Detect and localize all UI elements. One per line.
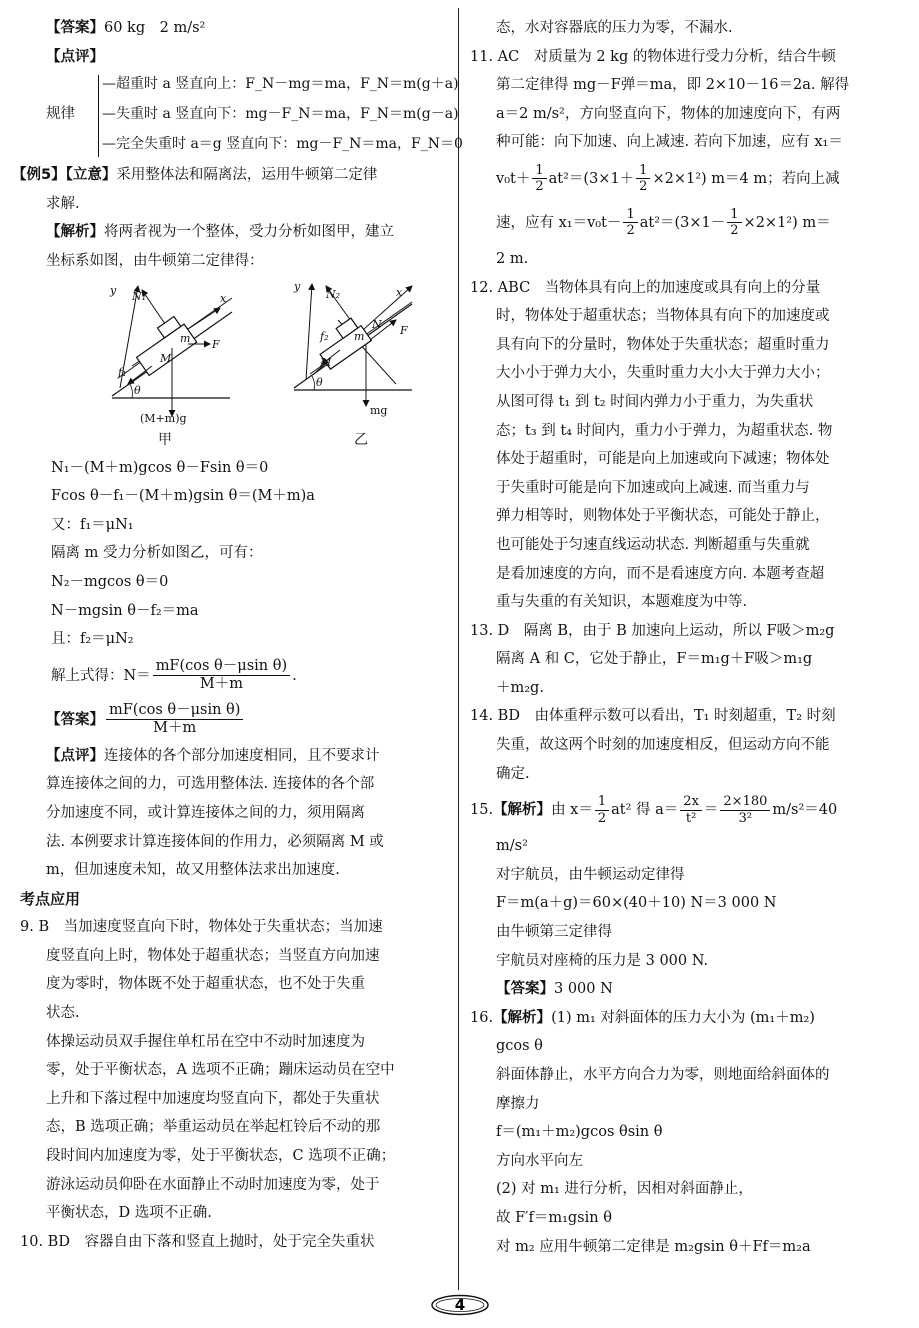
frac-num: 2×180 [720,794,770,811]
frac-den: 2 [730,223,739,239]
page-number-oval [430,1294,490,1316]
fig-b-f2-label: f₂ [320,329,329,343]
q11-half-fraction-3 [623,207,637,239]
equation-2: Fcos θ－f₁－(M＋m)gsin θ＝(M＋m)a [51,488,315,505]
q12-line11: 是看加速度的方向，而不是看速度方向. 本题考查超 [496,565,825,582]
q9-line11: 平衡状态，D 选项不正确. [46,1205,212,1222]
column-divider [458,8,459,1290]
force-diagram-svg [20,276,448,454]
frac-num: 1 [636,163,650,180]
q16-text: (1) m₁ 对斜面体的压力大小为 (m₁＋m₂) [551,1009,815,1026]
q15-fraction-2x [680,794,702,826]
review2-line1 [20,742,448,771]
fig-b-M-label: M [320,355,332,369]
figure-a [109,284,232,448]
q14-line2: 失重，故这两个时刻的加速度相反，但运动方向不能 [496,737,830,754]
q9-line7: 上升和下落过程中加速度均竖直向下，都处于失重状 [46,1090,380,1107]
q11-l6-part3: ×2×1²) m＝ [743,214,831,231]
q16-line8: 故 F′f＝m₁gsin θ [496,1209,612,1226]
q10-line2: 态，水对容器底的压力为零，不漏水. [496,20,733,36]
fig-b-F-label: F [400,323,408,337]
equation-3: 又：f₁＝μN₁ [51,516,134,533]
fig-a-theta-label: θ [134,383,141,397]
force-diagrams [20,276,448,454]
fig-b-x-label: x [396,285,403,299]
q12-line7: 体处于超重时，可能是向上加速或向下减速；物体处 [496,451,830,468]
answer-tag: 【答案】 [46,20,104,36]
q13-line3: ＋m₂g. [496,679,544,696]
q9-line5: 体操运动员双手握住单杠吊在空中不动时加速度为 [46,1033,365,1050]
fig-a-y-label: y [110,283,117,297]
solve-fraction [153,658,290,694]
q16-line9: 对 m₂ 应用牛顿第二定律是 m₂gsin θ＋Ff＝m₂a [496,1238,811,1255]
answer2-tag: 【答案】 [46,711,104,728]
review-tag: 【点评】 [46,48,104,65]
page-number: 4 [454,1296,466,1314]
q15-line6: 宇航员对座椅的压力是 3 000 N. [496,952,709,969]
q14-line3: 确定. [496,765,530,782]
q15-half-fraction [595,794,609,826]
q12-line3: 具有向下的分量时，物体处于失重状态；超重时重力 [496,336,830,353]
analysis-line1 [20,218,448,247]
review2-line4: 法. 本例要求计算连接体间的作用力，必须隔离 M 或 [46,833,384,850]
q11-l5-part1: v₀t＋ [496,170,531,187]
q15-mid: at² 得 a＝ [611,802,679,819]
solve-suffix: . [292,667,297,684]
example5-text: 采用整体法和隔离法，运用牛顿第二定律 [116,167,378,184]
equation-4: 隔离 m 受力分析如图乙，可有： [51,545,263,562]
q16-number: 16. [470,1009,494,1026]
q9-line2: 度竖直向上时，物体处于超重状态；当竖直方向加速 [46,947,380,964]
q16-line5: f＝(m₁＋m₂)gcos θsin θ [496,1124,663,1141]
frac-den: 2 [639,179,648,195]
equation-7: 且：f₂＝μN₂ [51,631,134,648]
review2-line3: 分加速度不同，或计算连接体之间的力，须用隔离 [46,804,365,821]
frac-den: 2 [597,810,607,826]
fig-a-gravity-label: (M+m)g [140,411,187,425]
q15-answer-tag: 【答案】 [496,981,554,998]
q15-answer [470,975,902,1004]
q15-line4: F＝m(a＋g)＝60×(40＋10) N＝3 000 N [496,895,777,912]
q11-l5-part2: at²＝(3×1＋ [548,170,635,187]
fig-b-n2-label: N₂ [326,287,341,301]
q12-line6: 态；t₃ 到 t₄ 时间内，重力小于弹力，为超重状态. 物 [496,422,833,439]
frac-den: 2 [626,223,635,239]
q12-line12: 重与失重的有关知识，本题难度为中等. [496,594,748,611]
q16-line3: 斜面体静止，水平方向合力为零，则地面给斜面体的 [496,1067,830,1083]
q11-line7: 2 m. [496,250,529,267]
answer2-line [20,698,448,742]
review2-line2: 算连接体之间的力，可选用整体法. 连接体的各个部 [46,776,375,793]
equation-5: N₂－mgcos θ＝0 [51,573,169,590]
analysis-tag: 【解析】 [46,224,104,241]
example5-tag: 【例5】【立意】 [12,167,117,184]
answer2-fraction [106,702,243,738]
q15-answer-text: 3 000 N [554,981,613,998]
q16-line1 [470,1004,902,1033]
equation-1: N₁－(M＋m)gcos θ－Fsin θ＝0 [51,459,269,476]
q11-line1: 11. AC 对质量为 2 kg 的物体进行受力分析，结合牛顿 [470,48,836,65]
review2-tag: 【点评】 [46,747,104,764]
q13-line1: 13. D 隔离 B，由于 B 加速向上运动，所以 F吸＞m₂g [470,622,835,639]
analysis-text: 将两者视为一个整体，受力分析如图甲，建立 [104,224,394,241]
q15-line2: m/s² [496,838,528,855]
q15-line1: 15.【解析】由 x＝ $\frac{1}{2}$ at² 得 a＝ $\frac{2x}{\text{t²}}$ ＝ $\frac{2\times 180}{\text{3²}}$ m/s²＝40 [470,794,838,826]
fig-a-caption: 甲 [158,431,172,448]
answer2-numerator: mF(cos θ－μsin θ) [106,702,243,720]
q15-line3: 对宇航员，由牛顿运动定律得 [496,866,685,883]
q9-line1: 9. B 当加速度竖直向下时，物体处于失重状态；当加速 [20,919,383,936]
frac-den: t² [685,810,697,826]
q16-line7: (2) 对 m₁ 进行分析，因相对斜面静止， [496,1181,753,1198]
law-label: 规律 [46,106,75,123]
example5-line2: 求解. [46,195,80,212]
section-heading: 考点应用 [20,889,81,908]
q15-post: m/s²＝40 [772,802,838,819]
fig-a-M-label: M [160,351,172,365]
q13-line2: 隔离 A 和 C，它处于静止，F＝m₁g＋F吸＞m₁g [496,651,813,668]
q15-line5: 由牛顿第三定律得 [496,924,612,941]
q12-line4: 大小小于弹力大小，失重时重力大小大于弹力大小； [496,365,830,382]
q15-tag: 【解析】 [493,802,552,819]
q11-line5 [470,157,902,201]
q9-line4: 状态. [46,1005,80,1022]
fig-a-f1-label: f₁ [118,365,127,379]
frac-num: 1 [623,207,637,224]
q16-line4: 摩擦力 [496,1095,540,1112]
q11-l6-part1: 速，应有 x₁＝v₀t－ [496,214,622,231]
frac-num: 1 [595,794,609,811]
fig-b-theta-label: θ [316,375,323,389]
q9-line3: 度为零时，物体既不处于超重状态，也不处于失重 [46,976,365,993]
law-row-weightless: —完全失重时 a＝g 竖直向下：mg－F_N＝ma，F_N＝0 [102,136,463,153]
fig-a-n1-label: N₁ [132,289,147,303]
fig-b-gravity-label: mg [370,403,388,417]
answer2-denominator: M＋m [153,720,197,737]
q16-line6: 方向水平向左 [496,1152,583,1169]
example5-line1 [12,161,448,190]
frac-den: 2 [535,179,544,195]
fig-a-x-label: x [220,291,227,305]
right-column [470,14,902,1261]
q11-half-fraction-2 [636,163,650,195]
frac-num: 2x [680,794,702,811]
figure-b [293,280,412,448]
solve-denominator: M＋m [199,676,243,693]
left-column [12,14,463,1256]
q10-line1: 10. BD 容器自由下落和竖直上抛时，处于完全失重状 [20,1233,375,1250]
q9-line10: 游泳运动员仰卧在水面静止不动时加速度为零，处于 [46,1176,380,1193]
q14-line1: 14. BD 由体重秤示数可以看出，T₁ 时刻超重，T₂ 时刻 [470,708,836,725]
q11-l5-part3: ×2×1²) m＝4 m；若向上减 [652,170,840,187]
law-row-overweight: —超重时 a 竖直向上：F_N－mg＝ma，F_N＝m(g＋a) [102,76,459,93]
q11-line4: 种可能：向下加速、向上减速. 若向下加速，应有 x₁＝ [496,134,843,151]
fig-a-F-label: F [212,337,220,351]
fig-a-m-label: m [180,331,191,345]
q11-l6-part2: at²＝(3×1－ [639,214,726,231]
law-brace [98,75,99,157]
review-heading [20,43,448,72]
q9-line6: 零，处于平衡状态，A 选项不正确；蹦床运动员在空中 [46,1062,395,1079]
q9-line9: 段时间内加速度为零，处于平衡状态，C 选项不正确； [46,1148,396,1165]
equation-6: N－mgsin θ－f₂＝ma [51,602,199,619]
solve-prefix: 解上式得：N＝ [51,667,151,684]
fig-b-N-label: N [372,317,382,331]
fig-b-m-label: m [354,329,365,343]
q15-pre: 由 x＝ [551,802,593,819]
q11-half-fraction-1 [532,163,546,195]
page-number-badge [430,1294,490,1316]
review2-line5: m，但加速度未知，故又用整体法求出加速度. [46,862,340,879]
q12-line1: 12. ABC 当物体具有向上的加速度或具有向上的分量 [470,279,821,296]
q16-line2: gcos θ [496,1038,543,1055]
q9-line8: 态，B 选项正确；举重运动员在举起杠铃后不动的那 [46,1119,381,1136]
q11-half-fraction-4 [727,207,741,239]
q15-fraction-180 [720,794,770,826]
q11-line6 [470,201,902,245]
solve-line [20,654,448,698]
review2-text: 连接体的各个部分加速度相同，且不要求计 [104,747,380,764]
analysis-line2: 坐标系如图，由牛顿第二定律得： [46,252,264,269]
fig-b-caption: 乙 [354,431,368,448]
q15-number: 15. [470,802,494,819]
answer-line [20,14,448,43]
frac-num: 1 [532,163,546,180]
answer-text: 60 kg 2 m/s² [104,20,206,36]
frac-num: 1 [727,207,741,224]
solve-numerator: mF(cos θ－μsin θ) [153,658,290,676]
q12-line2: 时，物体处于超重状态；当物体具有向下的加速度或 [496,308,830,325]
frac-den: 3² [738,810,753,826]
law-row-underweight: —失重时 a 竖直向下：mg－F_N＝ma，F_N＝m(g－a) [102,106,459,123]
q12-line10: 也可能处于匀速直线运动状态. 判断超重与失重就 [496,536,810,553]
q12-line8: 于失重时可能是向下加速或向上减速. 而当重力与 [496,479,810,496]
fig-b-y-label: y [294,279,301,293]
law-summary [20,71,463,161]
q16-tag: 【解析】 [493,1009,552,1026]
q11-line3: a＝2 m/s²，方向竖直向下，物体的加速度向下，有两 [496,105,841,122]
q12-line5: 从图可得 t₁ 到 t₂ 时间内弹力小于重力，为失重状 [496,393,814,410]
q12-line9: 弹力相等时，则物体处于平衡状态，可能处于静止， [496,508,830,525]
q11-line2: 第二定律得 mg－F弹＝ma，即 2×10－16＝2a. 解得 [496,77,850,94]
